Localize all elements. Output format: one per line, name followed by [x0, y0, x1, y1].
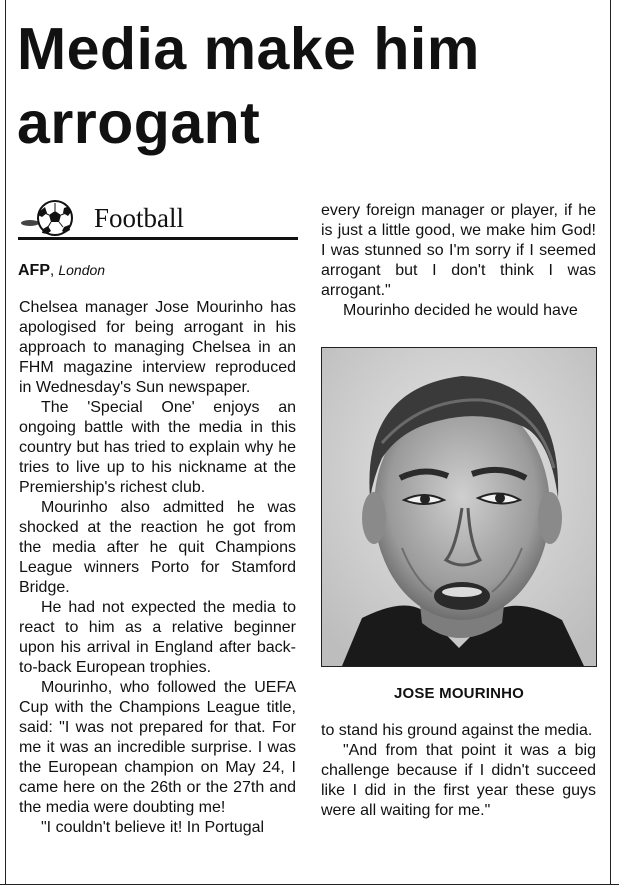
paragraph: "And from that point it was a big challenge because if I didn't succeed like I did in the first year these guys were all waiting for me.": [321, 742, 596, 819]
section-tag: [18, 197, 298, 243]
football-icon: [20, 199, 76, 237]
portrait-image: [322, 348, 596, 666]
section-underline: [18, 237, 298, 240]
article-body-right-column-bottom: [321, 721, 596, 821]
bottom-rule: [0, 884, 619, 885]
portrait-photo: [321, 347, 597, 667]
paragraph: "I couldn't believe it! In Portugal: [41, 819, 265, 836]
byline-city: London: [58, 262, 106, 278]
paragraph: The 'Special One' enjoys an ongoing battle with the media in this country but has tried to explain why he tries to live up to his nickname at the Premiership's richest club.: [19, 399, 296, 496]
headline: Media make him arrogant: [17, 16, 480, 156]
byline-agency: AFP: [18, 262, 50, 279]
byline: AFP, London: [18, 262, 106, 279]
photo-caption: JOSE MOURINHO: [393, 685, 525, 702]
paragraph: Mourinho also admitted he was shocked at the reaction he got from the media after he quit Champions League winners Porto for Stamford Bridge.: [19, 499, 296, 596]
right-column-rule: [610, 0, 611, 884]
paragraph: Chelsea manager Jose Mourinho has apologised for being arrogant in his approach to managing Chelsea in an FHM magazine interview reproduced in Wednesday's Sun newspaper.: [19, 299, 296, 396]
article-body-right-column-top: [321, 201, 596, 321]
paragraph: Mourinho, who followed the UEFA Cup with the Champions League title, said: "I was not prepared for that. For me it was an incredible surprise. I was the European champion on May 24, I came here on the 26th or the 27th and the media were doubting me!: [19, 679, 296, 816]
paragraph: Mourinho decided he would have: [343, 302, 578, 319]
left-column-rule: [5, 0, 6, 884]
section-label: Football: [94, 203, 185, 233]
paragraph: every foreign manager or player, if he is just a little good, we make him God! I was stunned so I'm sorry if I seemed arrogant but I don't think I was arrogant.": [321, 202, 596, 299]
paragraph: to stand his ground against the media.: [321, 722, 593, 739]
article-body-left-column: [19, 298, 296, 838]
paragraph: He had not expected the media to react to him as a relative beginner upon his arrival in England after back-to-back European trophies.: [19, 599, 296, 676]
